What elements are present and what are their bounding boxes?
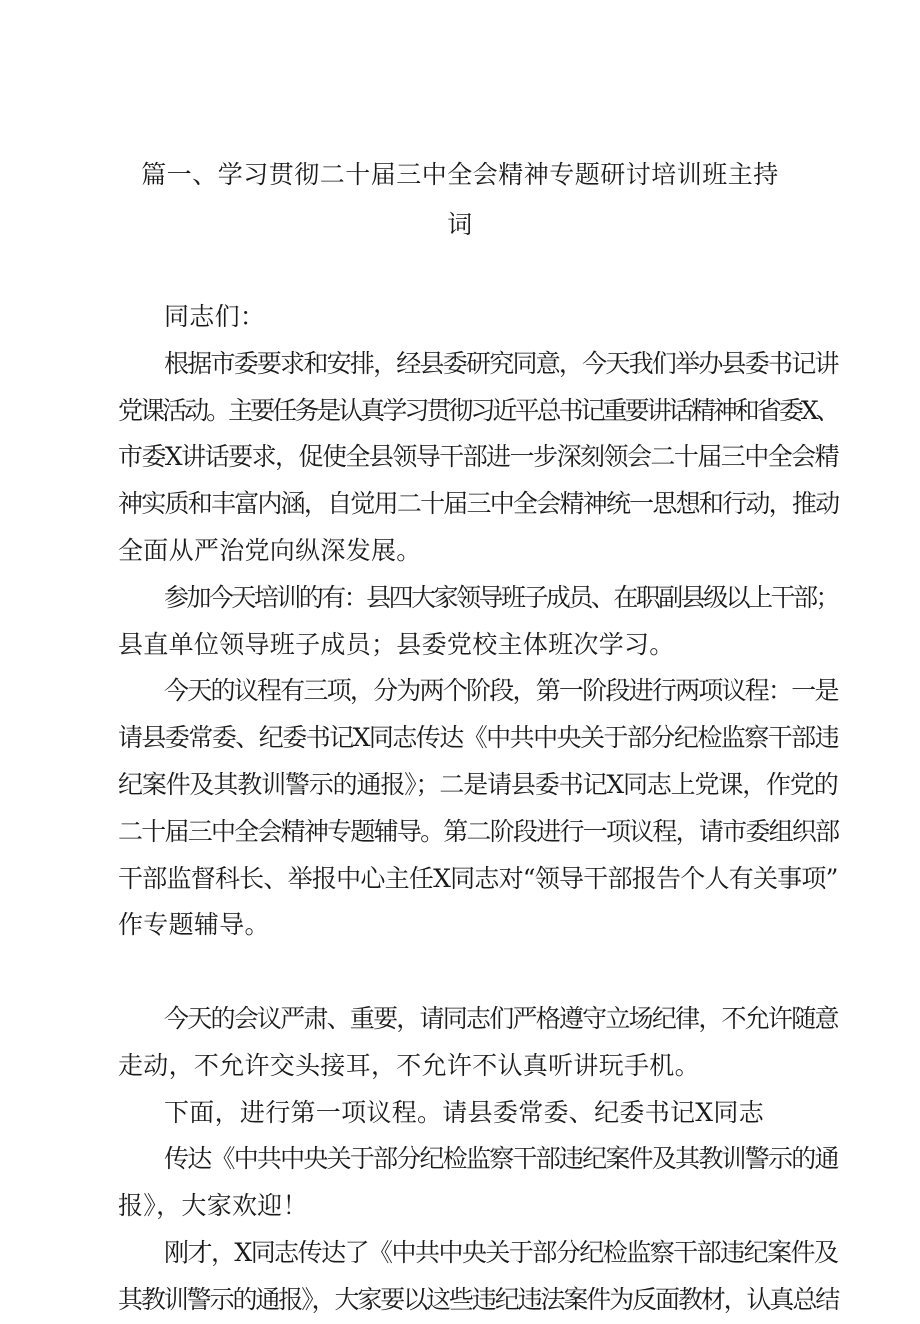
text-line: 作专题辅导。 bbox=[118, 910, 270, 940]
text-line: 干部监督科长、举报中心主任X同志对“领导干部报告个人有关事项” bbox=[118, 863, 838, 893]
paragraph-summary bbox=[118, 1230, 838, 1324]
paragraph-relay bbox=[118, 1136, 838, 1230]
text-line: 县直单位领导班子成员；县委党校主体班次学习。 bbox=[118, 629, 675, 659]
text-line: 纪案件及其教训警示的通报》；二是请县委书记X同志上党课，作党的 bbox=[118, 769, 838, 799]
text-line: 其教训警示的通报》，大家要以这些违纪违法案件为反面教材，认真总结 bbox=[118, 1284, 839, 1314]
paragraph-salutation bbox=[118, 294, 838, 341]
document-body bbox=[118, 294, 838, 1324]
title-line-2: 词 bbox=[447, 210, 473, 239]
text-line: 今天的会议严肃、重要，请同志们严格遵守立场纪律，不允许随意 bbox=[164, 1003, 838, 1033]
text-line: 市委X讲话要求，促使全县领导干部进一步深刻领会二十届三中全会精 bbox=[118, 442, 839, 472]
text-line: 神实质和丰富内涵，自觉用二十届三中全会精神统一思想和行动，推动 bbox=[118, 489, 839, 519]
text-line: 根据市委要求和安排，经县委研究同意，今天我们举办县委书记讲 bbox=[164, 348, 838, 378]
text-line: 下面，进行第一项议程。请县委常委、纪委书记X同志 bbox=[164, 1097, 764, 1127]
paragraph-discipline bbox=[118, 996, 838, 1090]
text-line: 刚才，X同志传达了《中共中央关于部分纪检监察干部违纪案件及 bbox=[164, 1237, 838, 1267]
text-line: 请县委常委、纪委书记X同志传达《中共中央关于部分纪检监察干部违 bbox=[118, 723, 839, 753]
text-line: 党课活动。主要任务是认真学习贯彻习近平总书记重要讲话精神和省委X、 bbox=[118, 395, 838, 425]
text-line: 报》，大家欢迎！ bbox=[118, 1191, 308, 1221]
text-line: 同志们： bbox=[164, 302, 266, 331]
paragraph-first-item bbox=[118, 1090, 838, 1137]
document-title bbox=[118, 150, 802, 250]
title-line-1: 篇一、学习贯彻二十届三中全会精神专题研讨培训班主持 bbox=[141, 160, 779, 189]
text-line bbox=[118, 949, 838, 996]
paragraph-agenda bbox=[118, 668, 838, 996]
paragraph-purpose bbox=[118, 341, 838, 575]
text-line: 全面从严治党向纵深发展。 bbox=[118, 535, 422, 565]
text-line: 传达《中共中央关于部分纪检监察干部违纪案件及其教训警示的通 bbox=[164, 1144, 838, 1174]
paragraph-attendees bbox=[118, 575, 838, 669]
text-line: 参加今天培训的有：县四大家领导班子成员、在职副县级以上干部； bbox=[164, 582, 839, 612]
text-line: 二十届三中全会精神专题辅导。第二阶段进行一项议程，请市委组织部 bbox=[118, 816, 839, 846]
text-line: 今天的议程有三项，分为两个阶段，第一阶段进行两项议程：一是 bbox=[164, 676, 838, 706]
text-line: 走动，不允许交头接耳，不允许不认真听讲玩手机。 bbox=[118, 1050, 700, 1080]
